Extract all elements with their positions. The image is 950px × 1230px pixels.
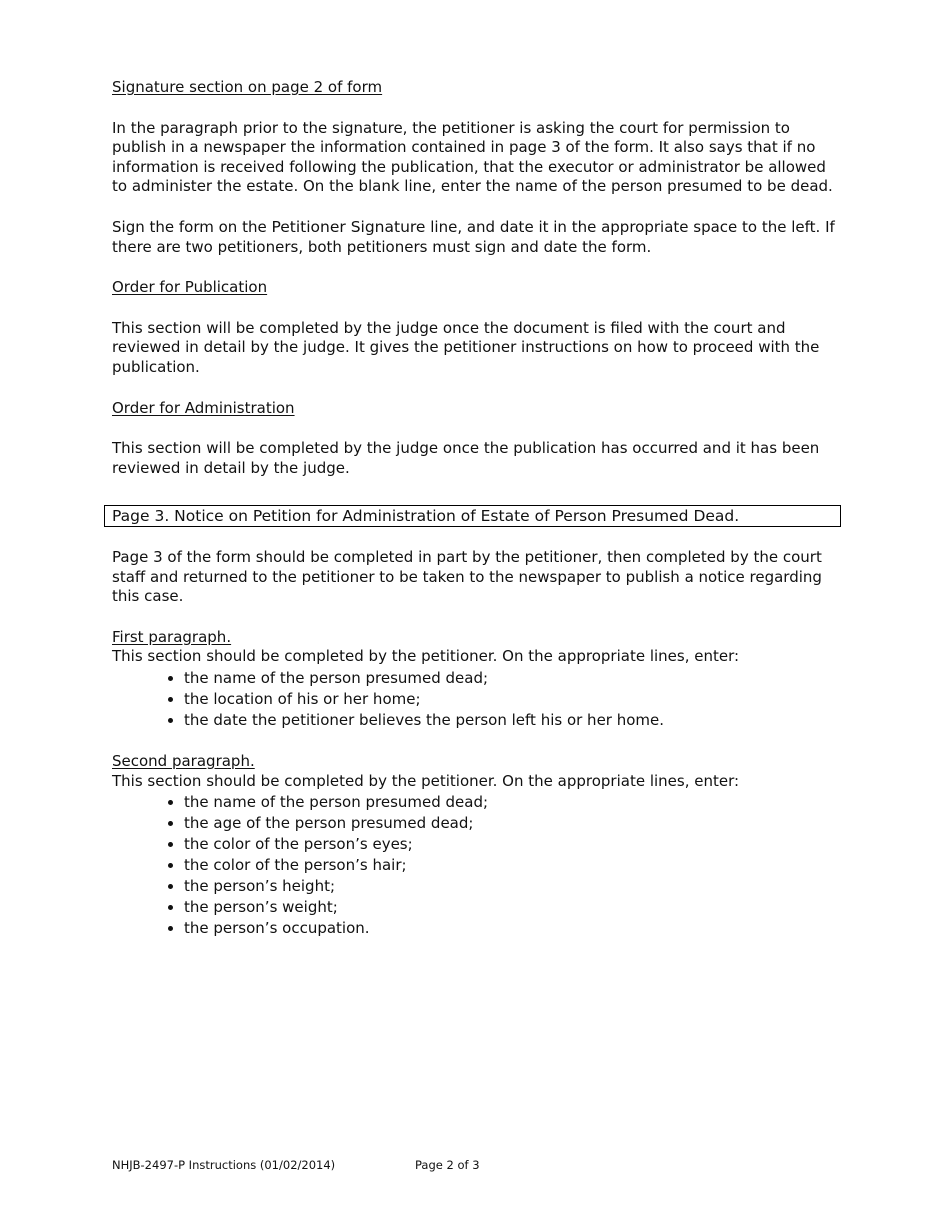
first-paragraph-list [112,668,842,731]
second-paragraph-intro: This section should be completed by the petitioner. On the appropriate lines, enter: [112,771,740,790]
list-item-text: the name of the person presumed dead; [184,668,489,687]
list-item [184,668,842,689]
list-item-text: the person’s weight; [184,898,338,917]
bullet-icon [168,905,173,910]
lower-content [112,548,842,939]
list-item-text: the color of the person’s hair; [184,856,407,875]
bullet-icon [168,718,173,723]
bullet-icon [168,842,173,847]
bullet-icon [168,821,173,826]
signature-paragraph-2-end: line, and date it in the appropriate space to the left. If there are two petitioners, both petitioners must sign and date the form. [112,217,835,256]
list-item-text: the color of the person’s eyes; [184,835,413,854]
bullet-icon [168,863,173,868]
footer-page-number: Page 2 of 3 [415,1158,480,1172]
list-item-text: the name of the person presumed dead; [184,793,489,812]
footer-form-id: NHJB-2497-P Instructions (01/02/2014) [112,1158,336,1172]
list-item [184,834,842,855]
page3-section-box: Page 3. Notice on Petition for Administration of Estate of Person Presumed Dead. [104,505,841,527]
second-paragraph-list [112,792,842,939]
list-item-text: the date the petitioner believes the person left his or her home. [184,710,665,729]
upper-content [112,78,842,478]
list-item [184,689,842,710]
page3-intro-paragraph: Page 3 of the form should be completed in part by the petitioner, then completed by the court staff and returned to the petitioner to be taken to the newspaper to publish a notice regarding this case. [112,548,822,606]
order-administration-paragraph: This section will be completed by the judge once the publication has occurred and it has been reviewed in detail by the judge. [112,439,820,477]
bullet-icon [168,676,173,681]
petitioner-signature-term: Petitioner Signature [271,217,426,236]
list-item-text: the person’s height; [184,877,336,896]
list-item [184,918,842,939]
signature-paragraph-2-start: Sign the form on the [112,217,272,236]
list-item [184,813,842,834]
list-item [184,855,842,876]
bullet-icon [168,926,173,931]
bullet-icon [168,800,173,805]
order-publication-paragraph: This section will be completed by the judge once the document is filed with the court and reviewed in detail by the judge. It gives the petitioner instructions on how to proceed with the publication. [112,318,820,376]
bullet-icon [168,697,173,702]
list-item-text: the person’s occupation. [184,919,370,938]
list-item [184,876,842,897]
list-item-text: the location of his or her home; [184,689,421,708]
signature-section-heading: Signature section on page 2 of form [112,78,383,96]
first-paragraph-heading: First paragraph. [112,627,232,646]
list-item-text: the age of the person presumed dead; [184,814,474,833]
signature-paragraph-2 [112,218,842,257]
order-administration-heading: Order for Administration [112,398,295,417]
signature-paragraph-1: In the paragraph prior to the signature, the petitioner is asking the court for permission to publish in a newspaper the information contained in page 3 of the form. It also says that if no information is received following the publication, that the executor or administrator be allowed to administer the estate. On the blank line, enter the name of the person presumed to be dead. [112,118,833,196]
second-paragraph-heading: Second paragraph. [112,751,255,770]
first-paragraph-intro: This section should be completed by the petitioner. On the appropriate lines, enter: [112,647,740,666]
list-item [184,897,842,918]
bullet-icon [168,884,173,889]
list-item [184,710,842,731]
order-publication-heading: Order for Publication [112,278,268,297]
list-item [184,792,842,813]
